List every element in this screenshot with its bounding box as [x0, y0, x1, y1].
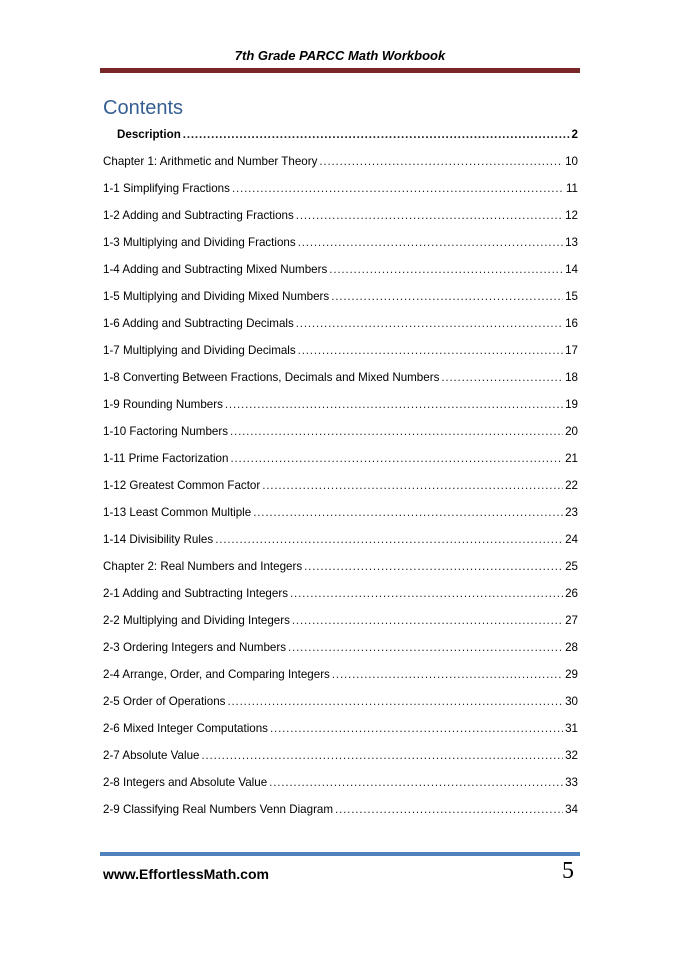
toc-entry-page: 29: [565, 668, 578, 681]
toc-entry-page: 2: [571, 128, 578, 141]
running-header: 7th Grade PARCC Math Workbook: [234, 48, 446, 63]
dot-leader: [329, 259, 563, 280]
toc-entry-title: 1-10 Factoring Numbers: [103, 425, 229, 438]
dot-leader: [335, 799, 563, 820]
dot-leader: [290, 583, 563, 604]
footer-rule: [100, 852, 580, 856]
dot-leader: [269, 772, 563, 793]
dot-leader: [230, 421, 563, 442]
toc-entry-title: 2-6 Mixed Integer Computations: [103, 722, 268, 735]
dot-leader: [298, 340, 563, 361]
toc-entry[interactable]: [103, 421, 578, 448]
toc-entry-title: 1-8 Converting Between Fractions, Decimals and Mixed Numbers: [103, 371, 440, 384]
toc-entry-title: 1-13 Least Common Multiple: [103, 506, 252, 519]
toc-entry-page: 26: [565, 587, 578, 600]
toc-entry[interactable]: [103, 637, 578, 664]
toc-entry[interactable]: [103, 799, 578, 826]
dot-leader: [230, 448, 563, 469]
page-number: 5: [562, 858, 574, 884]
toc-entry[interactable]: [103, 772, 578, 799]
dot-leader: [288, 637, 563, 658]
toc-entry-title: 2-1 Adding and Subtracting Integers: [103, 587, 288, 600]
toc-entry-title: 2-5 Order of Operations: [103, 695, 226, 708]
dot-leader: [253, 502, 563, 523]
toc-entry-page: 30: [565, 695, 578, 708]
toc-entry-title: 2-9 Classifying Real Numbers Venn Diagram: [103, 803, 334, 816]
toc-entry-title: 2-7 Absolute Value: [103, 749, 200, 762]
toc-entry[interactable]: [103, 556, 578, 583]
dot-leader: [292, 610, 563, 631]
toc-entry-page: 28: [565, 641, 578, 654]
dot-leader: [296, 205, 563, 226]
table-of-contents: [103, 124, 578, 826]
toc-entry-title: Description: [117, 128, 181, 141]
toc-entry-page: 15: [565, 290, 578, 303]
toc-entry-page: 13: [565, 236, 578, 249]
toc-entry[interactable]: [103, 664, 578, 691]
toc-entry-page: 34: [565, 803, 578, 816]
toc-entry[interactable]: [103, 286, 578, 313]
dot-leader: [332, 664, 563, 685]
toc-entry-page: 24: [565, 533, 578, 546]
toc-entry-title: 1-14 Divisibility Rules: [103, 533, 214, 546]
toc-entry[interactable]: [103, 718, 578, 745]
dot-leader: [215, 529, 563, 550]
toc-entry-page: 31: [565, 722, 578, 735]
toc-entry[interactable]: [103, 691, 578, 718]
toc-entry-page: 25: [565, 560, 578, 573]
toc-entry-title: 1-4 Adding and Subtracting Mixed Numbers: [103, 263, 328, 276]
toc-entry-page: 10: [565, 155, 578, 168]
toc-entry[interactable]: [103, 313, 578, 340]
toc-entry-page: 14: [565, 263, 578, 276]
toc-entry[interactable]: [103, 529, 578, 556]
toc-entry[interactable]: [103, 583, 578, 610]
toc-entry[interactable]: [103, 367, 578, 394]
toc-entry-page: 20: [565, 425, 578, 438]
toc-entry-title: Chapter 1: Arithmetic and Number Theory: [103, 155, 318, 168]
header-rule: [100, 68, 580, 73]
toc-entry[interactable]: [103, 124, 578, 151]
toc-entry-title: 1-12 Greatest Common Factor: [103, 479, 261, 492]
toc-entry[interactable]: [103, 394, 578, 421]
toc-entry-page: 21: [565, 452, 578, 465]
toc-entry[interactable]: [103, 448, 578, 475]
toc-entry-page: 18: [565, 371, 578, 384]
dot-leader: [201, 745, 563, 766]
dot-leader: [298, 232, 563, 253]
toc-entry[interactable]: [103, 340, 578, 367]
toc-entry-page: 22: [565, 479, 578, 492]
toc-entry-title: 1-7 Multiplying and Dividing Decimals: [103, 344, 296, 357]
toc-entry-page: 32: [565, 749, 578, 762]
dot-leader: [232, 178, 564, 199]
dot-leader: [319, 151, 563, 172]
toc-entry[interactable]: [103, 475, 578, 502]
toc-entry[interactable]: [103, 259, 578, 286]
toc-entry-page: 12: [565, 209, 578, 222]
toc-entry-title: 1-3 Multiplying and Dividing Fractions: [103, 236, 296, 249]
toc-entry[interactable]: [103, 502, 578, 529]
toc-entry-page: 33: [565, 776, 578, 789]
dot-leader: [262, 475, 563, 496]
toc-entry-page: 16: [565, 317, 578, 330]
toc-entry-title: 2-3 Ordering Integers and Numbers: [103, 641, 287, 654]
toc-entry-page: 23: [565, 506, 578, 519]
dot-leader: [331, 286, 563, 307]
toc-entry-title: 1-5 Multiplying and Dividing Mixed Numbers: [103, 290, 330, 303]
dot-leader: [296, 313, 563, 334]
dot-leader: [270, 718, 563, 739]
toc-entry[interactable]: [103, 178, 578, 205]
toc-entry-page: 11: [565, 182, 578, 195]
toc-entry[interactable]: [103, 151, 578, 178]
toc-entry-title: 1-9 Rounding Numbers: [103, 398, 223, 411]
toc-entry-title: 2-2 Multiplying and Dividing Integers: [103, 614, 290, 627]
toc-entry-page: 17: [565, 344, 578, 357]
dot-leader: [225, 394, 563, 415]
toc-entry-title: 1-2 Adding and Subtracting Fractions: [103, 209, 294, 222]
toc-entry-page: 19: [565, 398, 578, 411]
dot-leader: [227, 691, 563, 712]
toc-entry[interactable]: [103, 205, 578, 232]
footer-website: www.EffortlessMath.com: [103, 866, 269, 882]
toc-heading: Contents: [103, 97, 184, 119]
toc-entry[interactable]: [103, 745, 578, 772]
toc-entry-title: 1-11 Prime Factorization: [103, 452, 229, 465]
toc-entry[interactable]: [103, 232, 578, 259]
dot-leader: [183, 124, 570, 145]
dot-leader: [441, 367, 563, 388]
toc-entry-title: 1-6 Adding and Subtracting Decimals: [103, 317, 294, 330]
toc-entry-title: 1-1 Simplifying Fractions: [103, 182, 230, 195]
toc-entry-title: 2-4 Arrange, Order, and Comparing Integers: [103, 668, 330, 681]
dot-leader: [304, 556, 563, 577]
toc-entry[interactable]: [103, 610, 578, 637]
toc-entry-title: 2-8 Integers and Absolute Value: [103, 776, 268, 789]
toc-entry-page: 27: [565, 614, 578, 627]
toc-entry-title: Chapter 2: Real Numbers and Integers: [103, 560, 303, 573]
